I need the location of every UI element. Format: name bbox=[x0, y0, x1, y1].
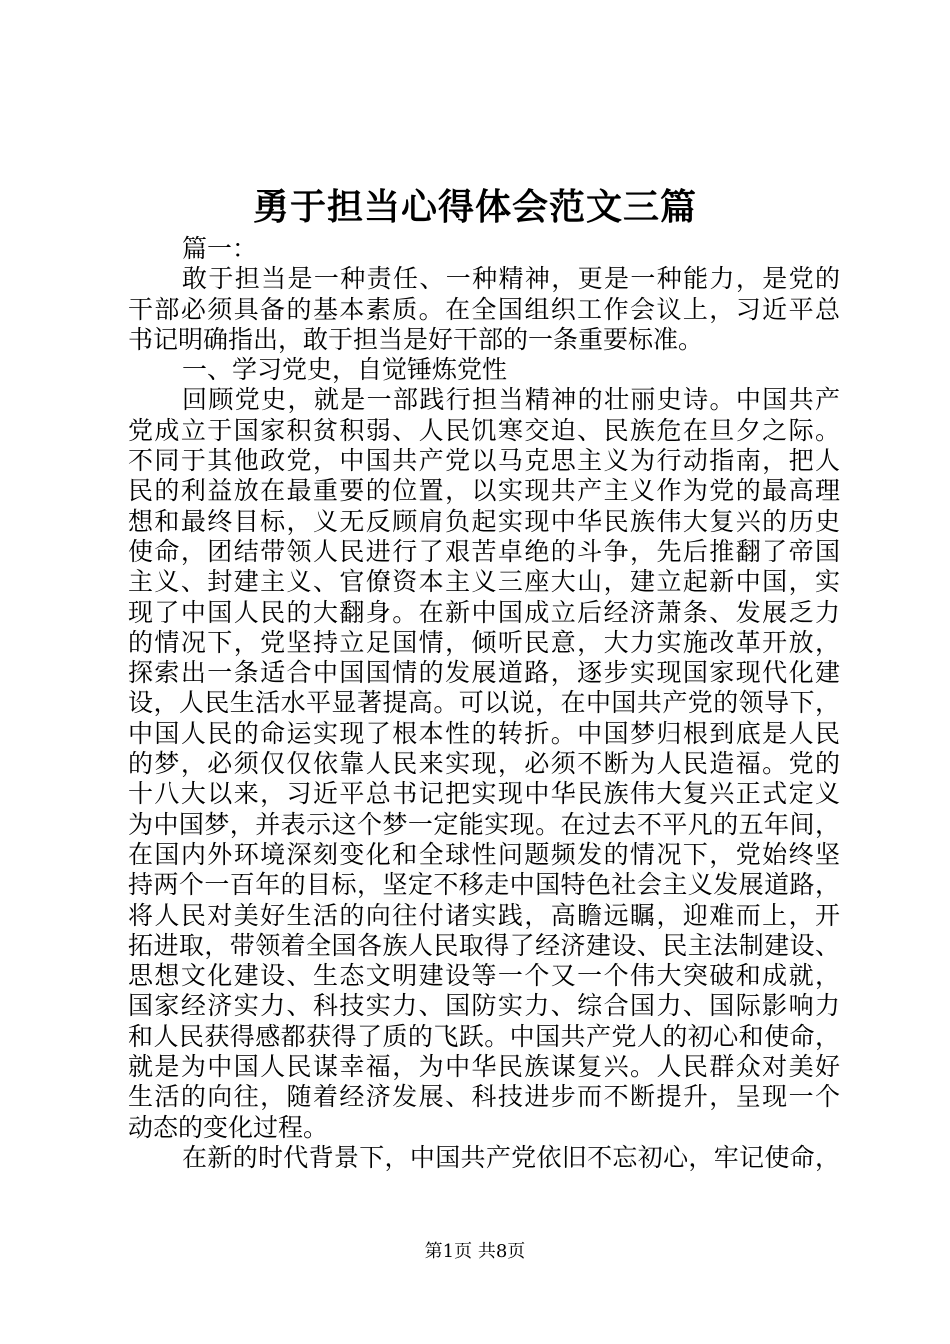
text-line: 在国内外环境深刻变化和全球性问题频发的情况下，党始终坚 bbox=[128, 839, 840, 869]
text-line: 书记明确指出，敢于担当是好干部的一条重要标准。 bbox=[128, 324, 704, 354]
text-line: 动态的变化过程。 bbox=[128, 1112, 329, 1142]
text-line: 党成立于国家积贫积弱、人民饥寒交迫、民族危在旦夕之际。 bbox=[128, 415, 840, 445]
text-line: 国家经济实力、科技实力、国防实力、综合国力、国际影响力 bbox=[128, 991, 840, 1021]
text-line: 探索出一条适合中国国情的发展道路，逐步实现国家现代化建 bbox=[128, 658, 840, 688]
text-line: 的梦，必须仅仅依靠人民来实现，必须不断为人民造福。党的 bbox=[128, 749, 840, 779]
text-line: 篇一： bbox=[182, 234, 258, 263]
text-line: 主义、封建主义、官僚资本主义三座大山，建立起新中国，实 bbox=[128, 567, 840, 597]
text-line: 回顾党史，就是一部践行担当精神的壮丽史诗。中国共产 bbox=[182, 385, 840, 415]
page-footer: 第1页 共8页 bbox=[424, 1241, 526, 1262]
text-line: 现了中国人民的大翻身。在新中国成立后经济萧条、发展乏力 bbox=[128, 597, 840, 627]
text-line: 中国人民的命运实现了根本性的转折。中国梦归根到底是人民 bbox=[128, 718, 840, 748]
text-line: 就是为中国人民谋幸福，为中华民族谋复兴。人民群众对美好 bbox=[128, 1052, 840, 1082]
text-line: 设，人民生活水平显著提高。可以说，在中国共产党的领导下， bbox=[128, 688, 840, 718]
text-line: 民的利益放在最重要的位置，以实现共产主义作为党的最高理 bbox=[128, 476, 840, 506]
text-line: 为中国梦，并表示这个梦一定能实现。在过去不平凡的五年间， bbox=[128, 809, 840, 839]
text-line: 生活的向往，随着经济发展、科技进步而不断提升，呈现一个 bbox=[128, 1082, 840, 1112]
text-line: 和人民获得感都获得了质的飞跃。中国共产党人的初心和使命， bbox=[128, 1021, 840, 1051]
text-line: 敢于担当是一种责任、一种精神，更是一种能力，是党的 bbox=[182, 264, 840, 294]
page-title: 勇于担当心得体会范文三篇 bbox=[252, 186, 697, 228]
text-line: 使命，团结带领人民进行了艰苦卓绝的斗争，先后推翻了帝国 bbox=[128, 536, 840, 566]
text-line: 的情况下，党坚持立足国情，倾听民意，大力实施改革开放， bbox=[128, 627, 840, 657]
text-line: 持两个一百年的目标，坚定不移走中国特色社会主义发展道路， bbox=[128, 870, 840, 900]
document-body bbox=[128, 234, 840, 1173]
text-line: 思想文化建设、生态文明建设等一个又一个伟大突破和成就， bbox=[128, 961, 840, 991]
text-line: 想和最终目标，义无反顾肩负起实现中华民族伟大复兴的历史 bbox=[128, 506, 840, 536]
text-line: 一、学习党史，自觉锤炼党性 bbox=[182, 355, 508, 385]
text-line: 不同于其他政党，中国共产党以马克思主义为行动指南，把人 bbox=[128, 446, 840, 476]
text-line: 干部必须具备的基本素质。在全国组织工作会议上，习近平总 bbox=[128, 294, 840, 324]
text-line: 将人民对美好生活的向往付诸实践，高瞻远瞩，迎难而上，开 bbox=[128, 900, 840, 930]
text-line: 拓进取，带领着全国各族人民取得了经济建设、民主法制建设、 bbox=[128, 930, 840, 960]
text-line: 十八大以来，习近平总书记把实现中华民族伟大复兴正式定义 bbox=[128, 779, 840, 809]
text-line: 在新的时代背景下，中国共产党依旧不忘初心，牢记使命， bbox=[182, 1142, 840, 1172]
